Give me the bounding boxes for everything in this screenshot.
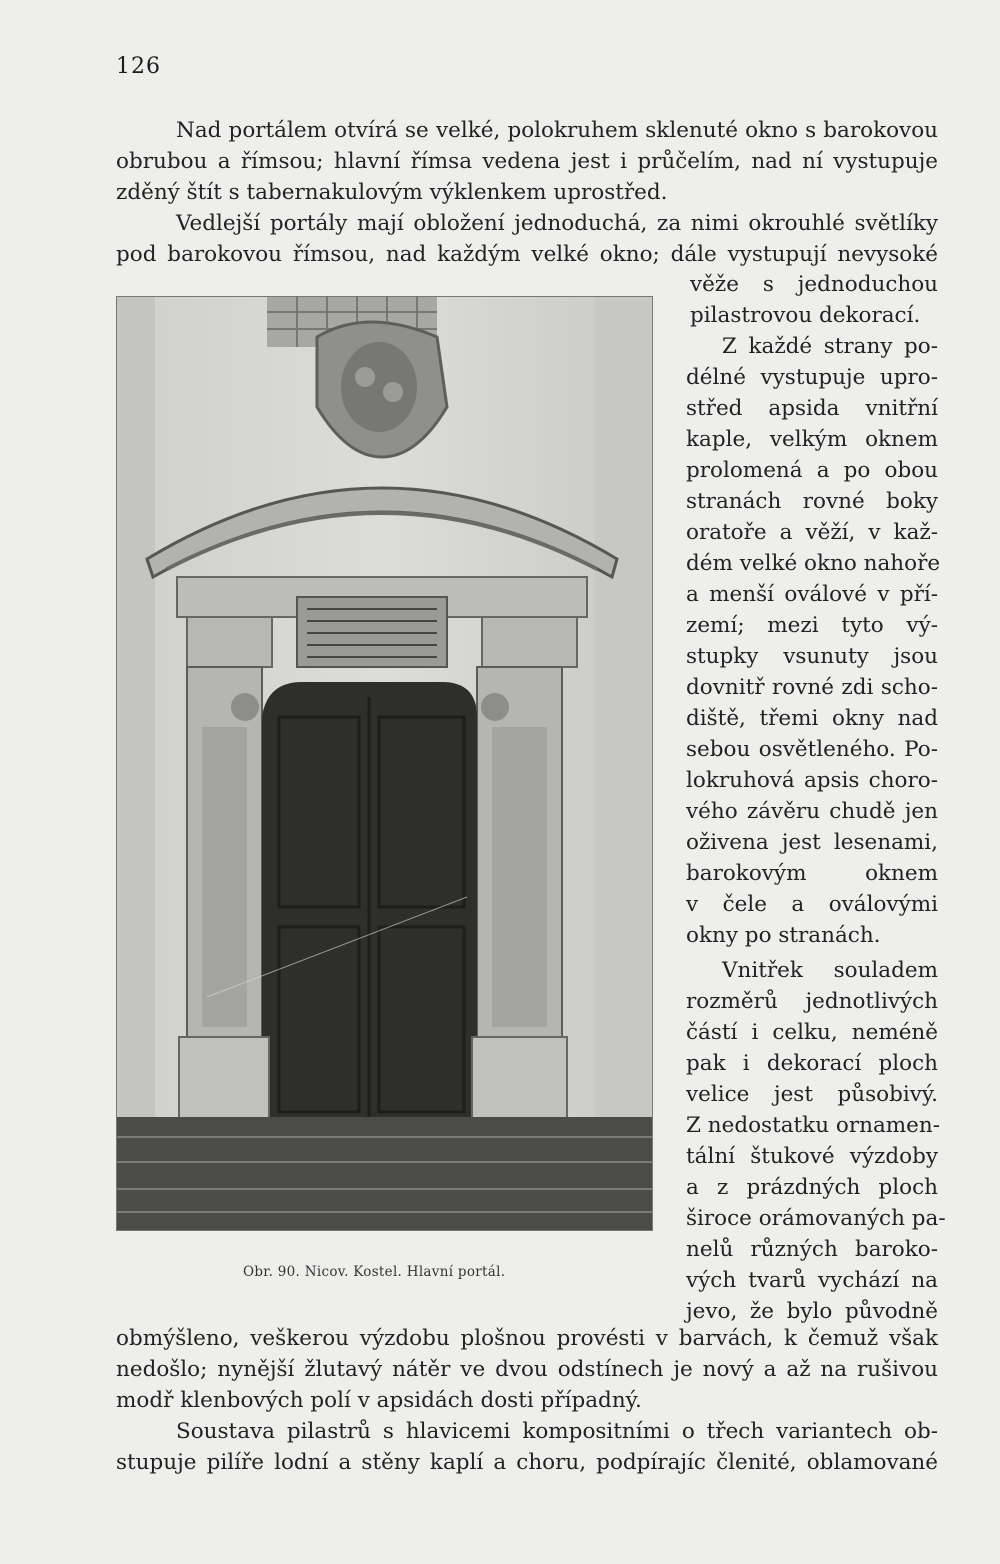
text-line: Soustava pilastrů s hlavicemi kompositními o třech variantech ob- [176, 1419, 938, 1444]
portal-photograph [116, 296, 653, 1231]
column-line: pilastrovou dekorací. [690, 303, 921, 328]
column-line: a z prázdných ploch [686, 1175, 938, 1200]
text-line: zděný štít s tabernakulovým výklenkem uprostřed. [116, 180, 668, 205]
text-line: obrubou a římsou; hlavní římsa vedena jest i průčelím, nad ní vystupuje [116, 149, 938, 174]
page-number: 126 [116, 54, 161, 79]
column-line: zemí; mezi tyto vý- [686, 613, 938, 638]
column-line: prolomená a po obou [686, 458, 938, 483]
column-line: kaple, velkým oknem [686, 427, 938, 452]
column-line: věže s jednoduchou [690, 272, 938, 297]
column-line: částí i celku, neméně [686, 1020, 938, 1045]
column-line: Vnitřek souladem [722, 958, 938, 983]
text-line: pod barokovou římsou, nad každým velké okno; dále vystupují nevysoké [116, 242, 938, 267]
column-line: oživena jest lesenami, [686, 830, 938, 855]
column-line: nelů různých baroko- [686, 1237, 938, 1262]
column-line: střed apsida vnitřní [686, 396, 938, 421]
figure-caption: Obr. 90. Nicov. Kostel. Hlavní portál. [243, 1264, 506, 1280]
column-line: oratoře a věží, v kaž- [686, 520, 938, 545]
text-line: Nad portálem otvírá se velké, polokruhem sklenuté okno s barokovou [176, 118, 938, 143]
column-line: okny po stranách. [686, 923, 881, 948]
column-line: rozměrů jednotlivých [686, 989, 938, 1014]
text-line: Vedlejší portály mají obložení jednoduchá, za nimi okrouhlé světlíky [176, 211, 938, 236]
column-line: Z každé strany po- [722, 334, 938, 359]
text-line: obmýšleno, veškerou výzdobu plošnou provésti v barvách, k čemuž však [116, 1326, 938, 1351]
column-line: délné vystupuje upro- [686, 365, 938, 390]
column-line: Z nedostatku ornamen- [686, 1113, 941, 1138]
text-line: nedošlo; nynější žlutavý nátěr ve dvou odstínech je nový a až na rušivou [116, 1357, 938, 1382]
column-line: jevo, že bylo původně [686, 1299, 938, 1324]
column-line: široce orámovaných pa- [686, 1206, 946, 1231]
column-line: dém velké okno nahoře [686, 551, 941, 576]
column-line: a menší oválové v pří- [686, 582, 938, 607]
column-line: lokruhová apsis choro- [686, 768, 938, 793]
column-line: barokovým oknem [686, 861, 938, 886]
column-line: stupky vsunuty jsou [686, 644, 938, 669]
text-line: modř klenbových polí v apsidách dosti případný. [116, 1388, 642, 1413]
column-line: diště, třemi okny nad [686, 706, 938, 731]
column-line: pak i dekorací ploch [686, 1051, 938, 1076]
column-line: vého závěru chudě jen [686, 799, 938, 824]
column-line: v čele a oválovými [686, 892, 938, 917]
column-line: vých tvarů vychází na [686, 1268, 938, 1293]
portal-illustration [117, 297, 652, 1230]
text-line: stupuje pilíře lodní a stěny kaplí a choru, podpírajíc členité, oblamované [116, 1450, 938, 1475]
column-line: sebou osvětleného. Po- [686, 737, 938, 762]
column-line: tální štukové výzdoby [686, 1144, 938, 1169]
column-line: dovnitř rovné zdi scho- [686, 675, 938, 700]
column-line: stranách rovné boky [686, 489, 938, 514]
column-line: velice jest působivý. [686, 1082, 938, 1107]
